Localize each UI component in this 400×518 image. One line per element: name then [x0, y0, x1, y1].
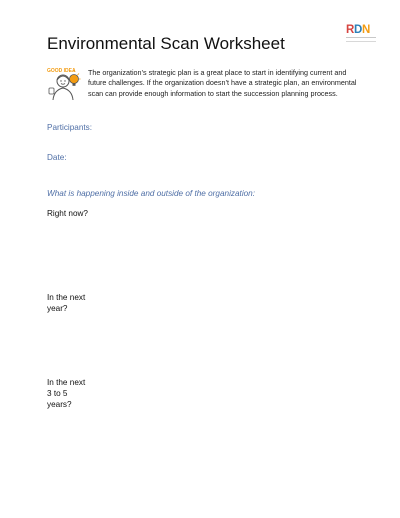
question-next-year-line2: year?	[47, 304, 68, 313]
question-three-to-five	[47, 377, 85, 410]
good-idea-icon-label: GOOD IDEA	[47, 68, 76, 74]
rdn-logo-text: RDN	[346, 24, 371, 36]
question-right-now	[47, 208, 88, 219]
page-title: Environmental Scan Worksheet	[47, 34, 285, 53]
participants-label: Participants:	[47, 123, 93, 132]
question-three-to-five-line1: In the next	[47, 378, 86, 387]
good-idea-icon	[45, 66, 81, 102]
question-three-to-five-line3: years?	[47, 400, 72, 409]
question-next-year	[47, 292, 85, 314]
logo-tagline-lines	[346, 37, 376, 42]
question-next-year-line1: In the next	[47, 293, 86, 302]
question-three-to-five-line2: 3 to 5	[47, 389, 68, 398]
question-right-now-text: Right now?	[47, 209, 88, 218]
good-idea-icon-graphic	[45, 66, 81, 102]
date-label: Date:	[47, 153, 67, 162]
prompt-heading: What is happening inside and outside of the organization:	[47, 189, 256, 198]
intro-paragraph: The organization’s strategic plan is a great place to start in identifying current and future challenges. If the organization doesn’t have a strategic plan, an environmental scan can provide enough information to start the succession planning process.	[88, 68, 357, 98]
rdn-logo	[346, 24, 376, 44]
